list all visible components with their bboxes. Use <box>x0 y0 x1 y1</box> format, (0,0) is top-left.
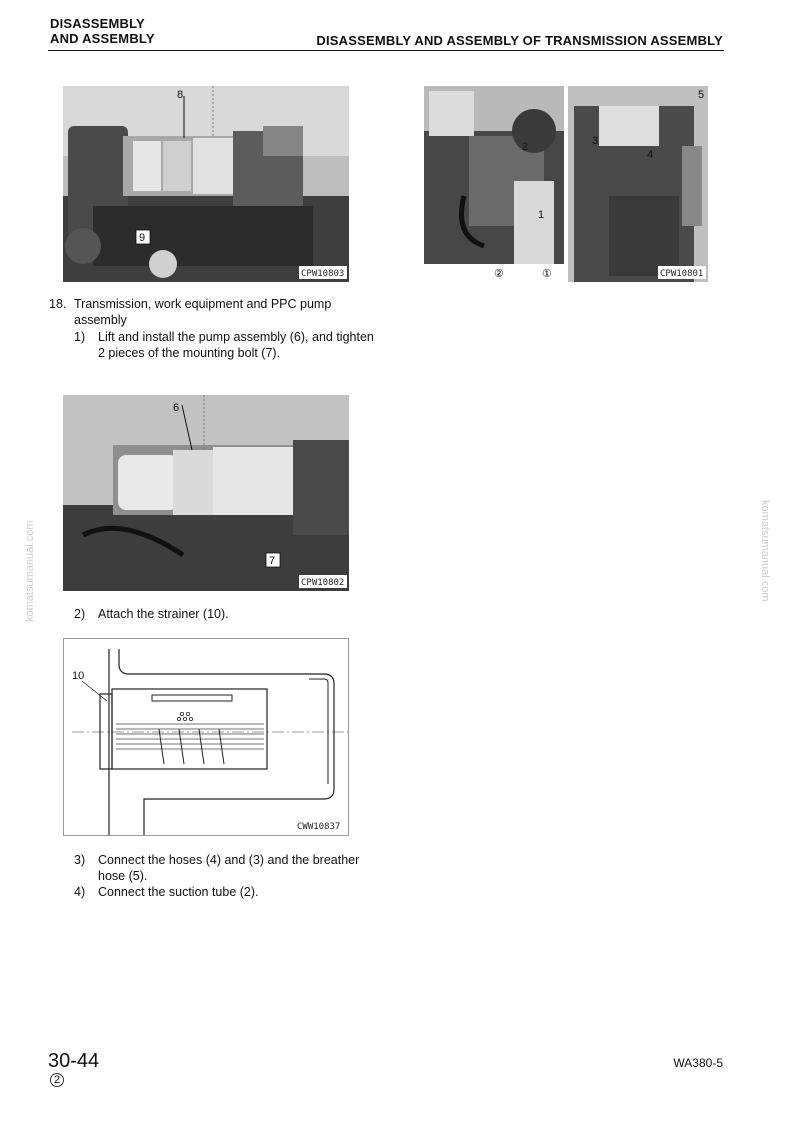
step-18 <box>49 296 379 328</box>
section-heading <box>50 16 155 46</box>
callout-7: 7 <box>269 555 276 567</box>
section-heading-line2: AND ASSEMBLY <box>50 31 155 46</box>
callout-3: 3 <box>592 135 599 147</box>
step-number: 4) <box>74 885 86 899</box>
step-3 <box>74 852 374 884</box>
figure-code: CPW10803 <box>301 269 345 279</box>
callout-9: 9 <box>139 232 146 244</box>
figure-engine-pump-photo <box>63 86 349 282</box>
figure-hoses-photo <box>424 86 708 282</box>
callout-2: 2 <box>522 141 529 153</box>
callout-4: 4 <box>647 149 654 161</box>
step-4 <box>74 884 374 900</box>
step-2 <box>74 606 374 622</box>
figure-strainer-drawing <box>63 638 349 836</box>
callout-8: 8 <box>177 89 184 101</box>
callout-10: 10 <box>72 670 85 682</box>
figure-code: CPW10801 <box>660 269 704 279</box>
step-text: Connect the hoses (4) and (3) and the breather hose (5). <box>98 853 360 883</box>
step-text: Connect the suction tube (2). <box>98 885 259 899</box>
step-text: Lift and install the pump assembly (6), and tighten 2 pieces of the mounting bolt (7). <box>98 330 374 360</box>
figure-pump-assembly-photo <box>63 395 349 591</box>
step-number: 18. <box>49 297 67 311</box>
figure-code: CPW10802 <box>301 578 345 588</box>
watermark-right: komatsumanual.com <box>759 500 771 602</box>
callout-circled-2: ② <box>494 268 504 280</box>
callout-5: 5 <box>698 89 705 101</box>
step-number: 3) <box>74 853 86 867</box>
step-1 <box>74 329 374 361</box>
page-number: 30-44 <box>48 1050 100 1072</box>
figure-code: CWW10837 <box>297 822 341 832</box>
page-title: DISASSEMBLY AND ASSEMBLY OF TRANSMISSION ASSEMBLY <box>316 33 723 48</box>
step-number: 1) <box>74 330 86 344</box>
step-text: Attach the strainer (10). <box>98 607 229 621</box>
callout-6: 6 <box>173 402 180 414</box>
header-rule <box>48 50 724 51</box>
watermark-left: komatsumanual.com <box>24 520 36 622</box>
step-number: 2) <box>74 607 86 621</box>
step-text: Transmission, work equipment and PPC pump assembly <box>74 297 332 327</box>
model-name: WA380-5 <box>673 1056 723 1070</box>
callout-circled-1: ① <box>542 268 552 280</box>
section-heading-line1: DISASSEMBLY <box>50 16 145 31</box>
callout-1: 1 <box>538 209 545 221</box>
revision-mark: 2 <box>50 1073 64 1087</box>
